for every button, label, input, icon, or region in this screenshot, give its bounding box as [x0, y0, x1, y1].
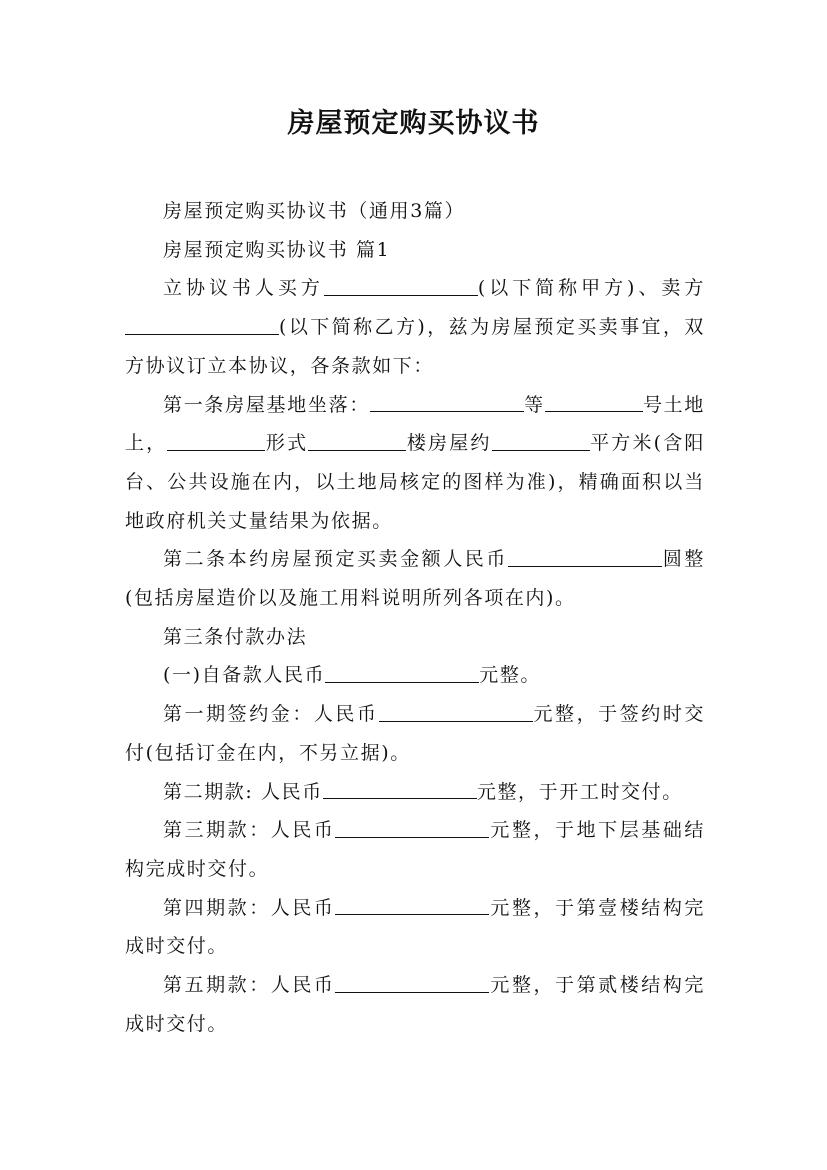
paragraph-parties: [125, 269, 705, 385]
blank-land-number: [545, 391, 643, 412]
paragraph-installment-4: [125, 889, 705, 966]
text-segment: 第五期款：人民币: [163, 974, 336, 997]
text-segment: 楼房屋约: [406, 432, 492, 455]
text-segment: 第一期签约金：人民币: [163, 703, 379, 726]
blank-area: [492, 430, 590, 451]
text-segment: 元整，于地下层基础结构完成时交付。: [125, 819, 705, 880]
text-segment: 第二条本约房屋预定买卖金额人民币: [163, 548, 508, 571]
blank-installment-5-amount: [335, 972, 489, 993]
paragraph-installment-5: [125, 966, 705, 1043]
paragraph-article-1: [125, 386, 705, 541]
document-title: 房屋预定购买协议书: [287, 108, 540, 139]
text-segment: 元整。: [479, 664, 542, 687]
paragraph-article-2: [125, 540, 705, 617]
text-segment: (一)自备款人民币: [163, 664, 326, 687]
text-segment: 形式: [265, 432, 309, 455]
text-segment: 元整，于第壹楼结构完成时交付。: [125, 896, 705, 958]
text-segment: 等: [524, 393, 545, 416]
text-segment: 元整，于第贰楼结构完成时交付。: [125, 974, 705, 1035]
text-segment: 第一条房屋基地坐落：: [163, 393, 371, 416]
paragraph-section-heading: 房屋预定购买协议书 篇1: [163, 238, 391, 261]
blank-installment-4-amount: [335, 894, 489, 915]
paragraph-self-funding: [125, 656, 705, 695]
text-segment: (以下简称乙方)，兹为房屋预定买卖事宜，双方协议订立本协议，各条款如下：: [125, 316, 705, 377]
blank-building-form: [167, 430, 265, 451]
blank-installment-1-amount: [379, 701, 533, 722]
paragraph-subtitle: 房屋预定购买协议书（通用3篇）: [163, 200, 466, 222]
text-segment: 第二期款: 人民币: [163, 780, 323, 803]
text-segment: 元整，于签约时交付(包括订金在内，不另立据)。: [125, 703, 705, 764]
blank-installment-2-amount: [323, 778, 477, 799]
paragraph-installment-1: [125, 695, 705, 772]
text-segment: (以下简称甲方)、卖方: [477, 277, 705, 300]
document-body: [125, 192, 705, 1043]
paragraph-article-3: 第三条付款办法: [163, 625, 308, 648]
blank-self-funding-amount: [325, 662, 479, 683]
text-segment: 平方米(含阳台、公共设施在内，以土地局核定的图样为准)，精确面积以当地政府机关丈量结果为依据。: [125, 432, 706, 532]
blank-floor: [308, 430, 406, 451]
blank-total-amount: [508, 546, 662, 567]
text-segment: 圆整(包括房屋造价以及施工用料说明所列各项在内)。: [125, 548, 706, 610]
blank-buyer-name: [324, 275, 478, 296]
paragraph-installment-2: [125, 773, 705, 812]
blank-location: [370, 391, 524, 412]
blank-seller-name: [125, 314, 279, 335]
text-segment: 第四期款：人民币: [163, 896, 336, 919]
text-segment: 元整，于开工时交付。: [476, 780, 683, 803]
blank-installment-3-amount: [335, 817, 489, 838]
text-segment: 号土地上，: [125, 393, 705, 455]
text-segment: 第三期款：人民币: [163, 819, 336, 842]
paragraph-installment-3: [125, 811, 705, 888]
text-segment: 立协议书人买方: [163, 277, 324, 300]
